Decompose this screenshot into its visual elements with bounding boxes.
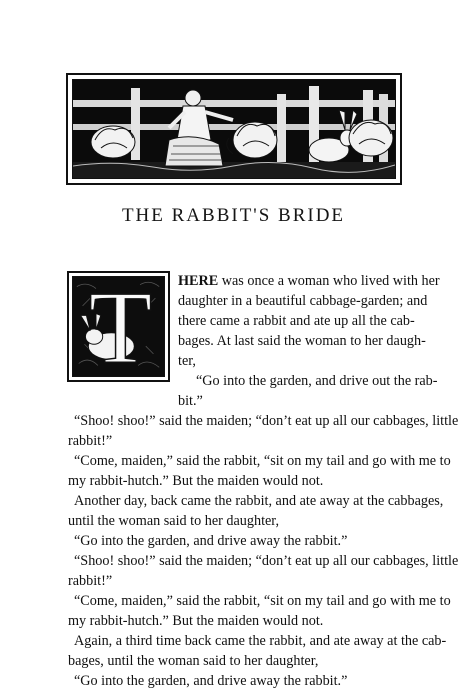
text-line-7: bit.”: [178, 393, 203, 409]
text-line-3: there came a rabbit and ate up all the cab-: [178, 313, 415, 329]
garden-scene-image: [73, 80, 395, 178]
text-line-17: “Come, maiden,” said the rabbit, “sit on my tail and go with me to: [74, 593, 451, 609]
header-illustration: [66, 73, 402, 185]
text-line-13: until the woman said to her daughter,: [68, 513, 280, 529]
text-line-12: Another day, back came the rabbit, and ate away at the cabbages,: [74, 493, 444, 509]
text-line-2: daughter in a beautiful cabbage-garden; and: [178, 293, 428, 309]
text-line-15: “Shoo! shoo!” said the maiden; “don’t eat up all our cabbages, little: [74, 553, 459, 569]
text-line-21: “Go into the garden, and drive away the rabbit.”: [74, 673, 348, 689]
text-line-4: bages. At last said the woman to her daugh-: [178, 333, 426, 349]
text-line-11: my rabbit-hutch.” But the maiden would not.: [68, 473, 324, 489]
text-line-19: Again, a third time back came the rabbit, and ate away at the cab-: [74, 633, 447, 649]
text-line-1: HERE was once a woman who lived with her: [178, 273, 440, 289]
text-line-14: “Go into the garden, and drive away the rabbit.”: [74, 533, 348, 549]
story-title: THE RABBIT'S BRIDE: [121, 205, 346, 226]
text-line-16: rabbit!”: [68, 573, 113, 589]
illustration-panel: [72, 79, 396, 179]
text-line-8: “Shoo! shoo!” said the maiden; “don’t eat up all our cabbages, little: [74, 413, 459, 429]
drop-cap-continuation: HERE: [178, 273, 219, 289]
drop-cap-letter: T: [88, 270, 153, 385]
text-line-20: bages, until the woman said to her daughter,: [68, 653, 319, 669]
text-line-10: “Come, maiden,” said the rabbit, “sit on my tail and go with me to: [74, 453, 451, 469]
text-line-5: ter,: [178, 353, 196, 369]
text-line-18: my rabbit-hutch.” But the maiden would not.: [68, 613, 324, 629]
text-line-9: rabbit!”: [68, 433, 113, 449]
drop-cap: [67, 270, 170, 385]
text-line-6: “Go into the garden, and drive out the rab-: [196, 373, 438, 389]
